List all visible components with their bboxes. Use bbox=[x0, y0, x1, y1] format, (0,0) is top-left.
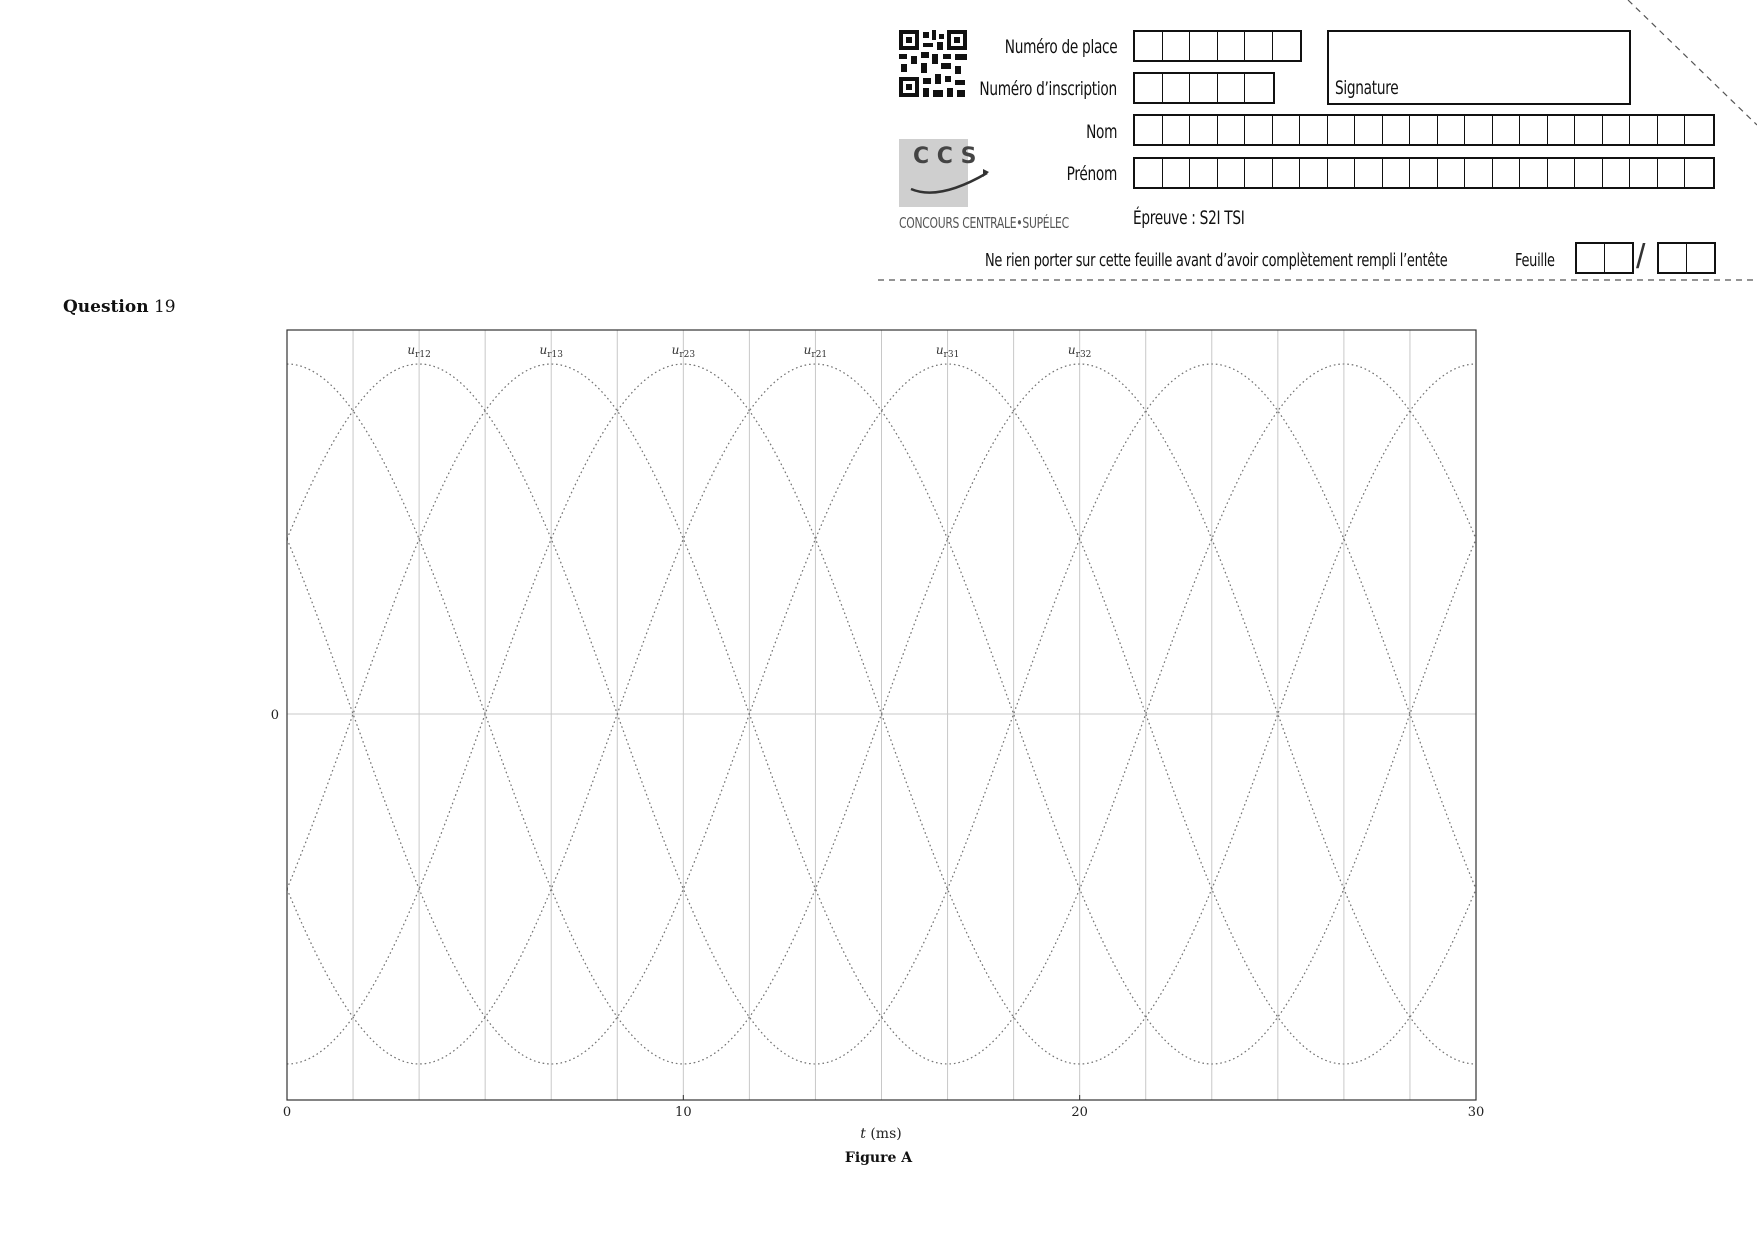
x-tick-label: 10 bbox=[675, 1105, 692, 1120]
chart-figure-a bbox=[0, 320, 1757, 1140]
sheet-separator: / bbox=[1636, 238, 1646, 276]
logo-text: CONCOURS CENTRALE•SUPÉLEC bbox=[899, 214, 1069, 232]
logo-letters: C C S bbox=[913, 144, 977, 169]
sheet-label: Feuille bbox=[1515, 250, 1555, 271]
series-label-ur12: $u_{r12}$ bbox=[407, 343, 431, 360]
question-heading: Question 19 bbox=[63, 297, 176, 317]
chart-ticks bbox=[271, 708, 1485, 1120]
x-tick-label: 20 bbox=[1071, 1105, 1088, 1120]
figure-caption: Figure A bbox=[844, 1150, 913, 1166]
series-label-ur13: $u_{r13}$ bbox=[539, 343, 563, 360]
first-name-label: Prénom bbox=[1066, 163, 1117, 185]
x-tick-label: 0 bbox=[282, 1105, 292, 1120]
signature-label: Signature bbox=[1335, 77, 1399, 99]
series-label-ur23: $u_{r23}$ bbox=[671, 343, 696, 360]
x-tick-label: 30 bbox=[1467, 1105, 1485, 1120]
x-axis-label: t (ms) bbox=[860, 1126, 902, 1140]
last-name-label: Nom bbox=[1085, 121, 1117, 143]
cut-lines bbox=[0, 0, 1757, 300]
series-label-ur31: $u_{r31}$ bbox=[935, 343, 960, 360]
registration-number-label: Numéro d’inscription bbox=[979, 78, 1117, 100]
y-tick-label: 0 bbox=[270, 708, 279, 723]
header-warning: Ne rien porter sur cette feuille avant d’avoir complètement rempli l’entête bbox=[985, 250, 1448, 271]
series-label-ur32: $u_{r32}$ bbox=[1067, 343, 1092, 360]
exam-label: Épreuve : S2I TSI bbox=[1133, 207, 1245, 229]
seat-number-label: Numéro de place bbox=[1004, 36, 1117, 58]
series-label-ur21: $u_{r21}$ bbox=[803, 343, 828, 360]
